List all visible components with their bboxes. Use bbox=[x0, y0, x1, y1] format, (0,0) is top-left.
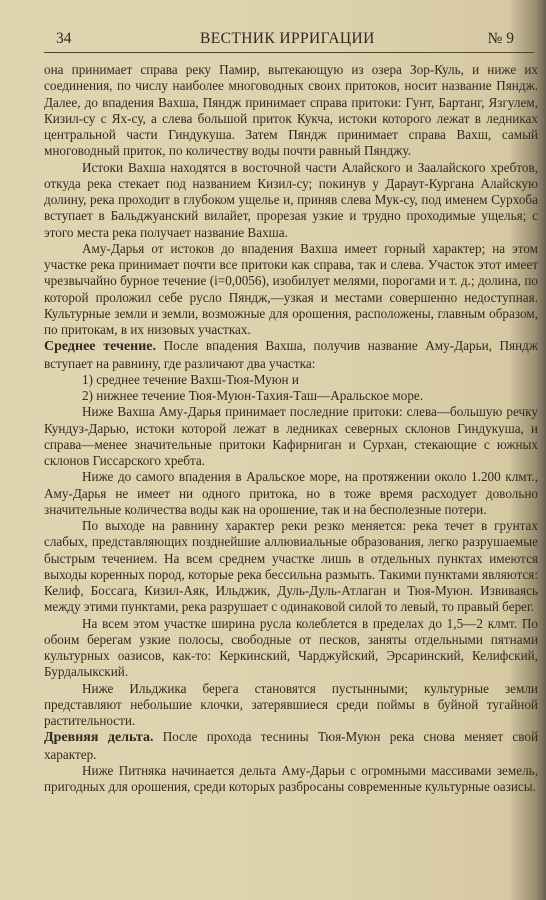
list-item: 1) среднее течение Вахш-Тюя-Муюн и bbox=[82, 371, 299, 387]
paragraph: Аму-Дарья от истоков до впадения Вахша имеет горный характер; на этом участке река принимает почти все притоки как справа, так и слева. Участок этот имеет чрезвычайно бурное течение (i=0,0056), изобилует мелями, порогами и т. д.; долина, по которой проложил себе русло Пяндж,—узкая и местами совершенно недоступная. Культурные земли и земли, возможные для орошения, расположены, главным образом, по притокам, в их низовых участках. bbox=[44, 240, 538, 337]
subsection-middle-course bbox=[44, 338, 538, 372]
journal-title: ВЕСТНИК ИРРИГАЦИИ bbox=[200, 30, 375, 47]
subsection-text: После впадения Вахша, получив название Аму-Дарьи, Пяндж вступает на равнину, где различают два участка: bbox=[44, 338, 539, 371]
subsection-text: После прохода теснины Тюя-Муюн река снова меняет свой характер. bbox=[44, 729, 539, 762]
paragraph: На всем этом участке ширина русла колеблется в пределах до 1,5—2 клмт. По обоим берегам узкие полосы, свободные от песков, заняты отдельными пятнами культурных оазисов, как-то: Керкинский, Чарджуйский, Эрсаринский, Келифский, Бурдалыкский. bbox=[44, 615, 538, 680]
article-body bbox=[44, 62, 538, 795]
header-rule bbox=[44, 52, 534, 53]
subsection-title: Древняя дельта. bbox=[44, 730, 154, 746]
paragraph: Ниже Питняка начинается дельта Аму-Дарьи с огромными массивами земель, пригодных для орошения, среди которых разбросаны современные культурные оазисы. bbox=[44, 762, 538, 794]
list-item: 2) нижнее течение Тюя-Муюн-Тахия-Таш—Аральское море. bbox=[82, 388, 424, 403]
paragraph: Истоки Вахша находятся в восточной части Алайского и Заалайского хребтов, откуда река стекает под названием Кизил-су; покинув у Дараут-Кургана Алайскую долину, река проходит в глубоком ущелье и, приняв слева Мук-су, под именем Сурхоба вступает в Бальджуанский вилайет, прорезая узкие и трудно проходимые ущелья; с этого места река получает название Вахша. bbox=[44, 159, 538, 240]
paragraph: Ниже Ильджика берега становятся пустынными; культурные земли представляют небольшие клочки, затерявшиеся среди поймы в буйной тугайной растительности. bbox=[44, 680, 538, 728]
subsection-ancient-delta bbox=[44, 729, 538, 763]
issue-number: № 9 bbox=[487, 30, 514, 47]
paragraph: Ниже до самого впадения в Аральское море, на протяжении около 1.200 клмт., Аму-Дарья не имеет ни одного притока, но в тоже время расходует довольно значительные количества воды как на орошение, так и на бесполезные потери. bbox=[44, 469, 538, 517]
paragraph: Ниже Вахша Аму-Дарья принимает последние притоки: слева—большую речку Кундуз-Дарью, истоки которой лежат в ледниках северных склонов Гиндукуша, и справа—менее значительные притоки Кафирниган и Сурхан, стекающие с южных склонов Гиссарского хребта. bbox=[44, 404, 538, 468]
paragraph: она принимает справа реку Памир, вытекающую из озера Зор-Куль, и ниже их соединения, по числу наиболее многоводных своих притоков, носит название Пяндж. Далее, до впадения Вахша, Пяндж принимает справа притоки: Гунт, Бартанг, Язгулем, Кизил-су с Ях-су, а слева большой приток Кукча, истоки которого лежат в ледниках центральной части Гиндукуша. Затем Пяндж принимает справа Вахш, самый многоводный приток, по количеству воды почти равный Пянджу. bbox=[44, 62, 538, 159]
subsection-title: Среднее течение. bbox=[44, 339, 156, 355]
page-number: 34 bbox=[56, 30, 72, 47]
paragraph: По выходе на равнину характер реки резко меняется: река течет в грунтах слабых, представляющих позднейшие аллювиальные образования, легко разрушаемые быстрым течением. На всем среднем участке лишь в отдельных пунктах имеются выходы коренных пород, которые река бессильна размыть. Такими пунктами являются: Келиф, Боссага, Кизил-Аяк, Ильджик, Дуль-Дуль-Атлаган и Тюя-Муюн. Извиваясь между этими пунктами, река разрушает с одинаковой силой то левый, то правый берег. bbox=[44, 518, 538, 615]
page-header bbox=[44, 30, 520, 52]
